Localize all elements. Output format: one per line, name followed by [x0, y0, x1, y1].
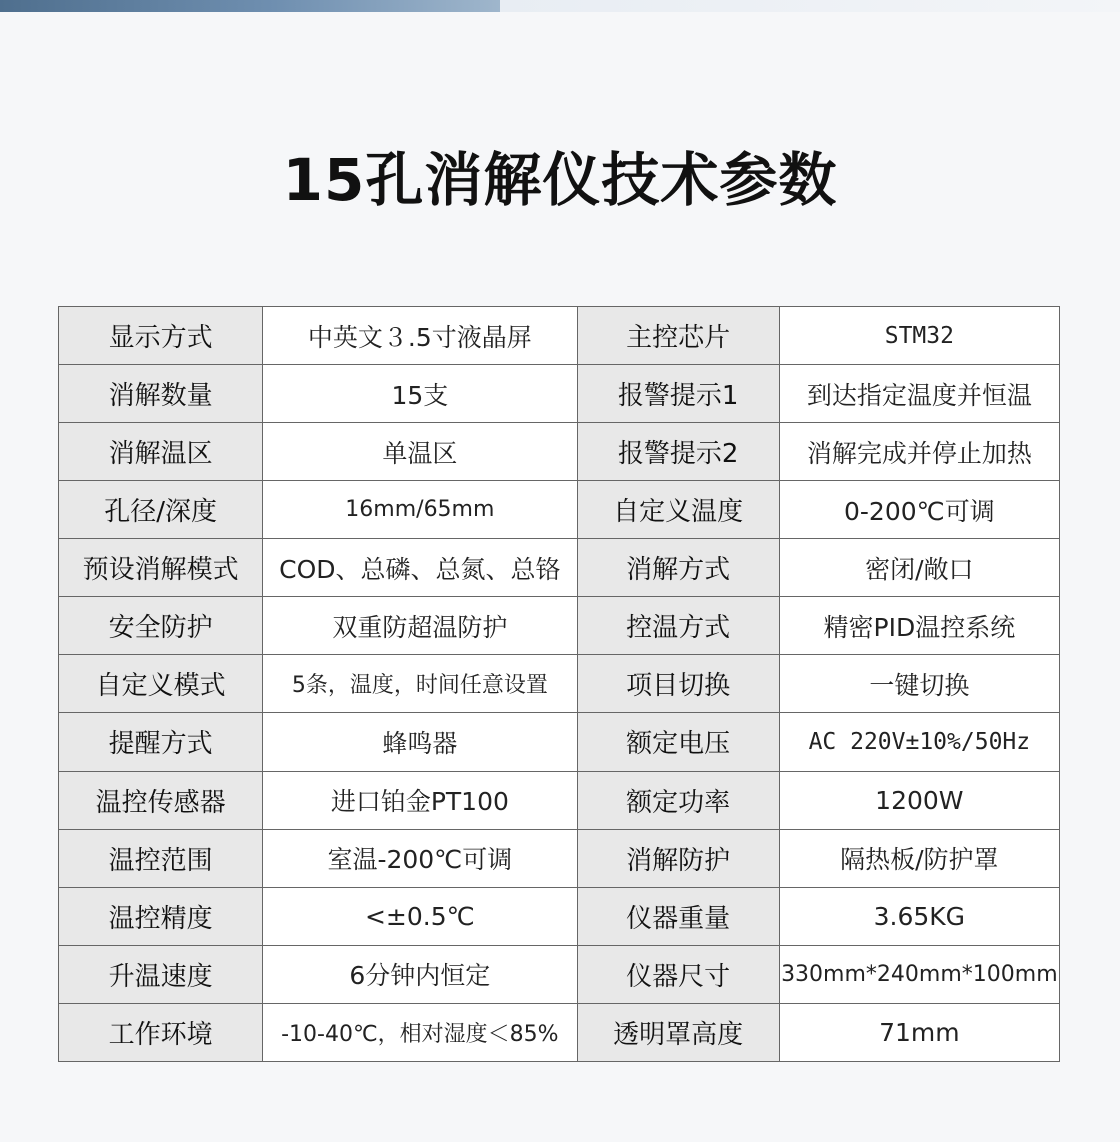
- table-row: [59, 829, 1060, 887]
- spec-value-left: 蜂鸣器: [263, 713, 577, 771]
- spec-label-right: 报警提示2: [577, 423, 779, 481]
- spec-label-right: 控温方式: [577, 597, 779, 655]
- table-row: [59, 481, 1060, 539]
- spec-value-right: 到达指定温度并恒温: [779, 365, 1059, 423]
- spec-value-left: 6分钟内恒定: [263, 945, 577, 1003]
- spec-value-left: 室温-200℃可调: [263, 829, 577, 887]
- table-row: [59, 771, 1060, 829]
- spec-label-left: 升温速度: [59, 945, 263, 1003]
- spec-label-right: 额定功率: [577, 771, 779, 829]
- spec-value-left: 15支: [263, 365, 577, 423]
- table-row: [59, 945, 1060, 1003]
- spec-value-right: AC 220V±10%/50Hz: [779, 713, 1059, 771]
- spec-value-right: STM32: [779, 307, 1059, 365]
- spec-value-right: 密闭/敞口: [779, 539, 1059, 597]
- spec-value-right: 消解完成并停止加热: [779, 423, 1059, 481]
- spec-value-left: 双重防超温防护: [263, 597, 577, 655]
- table-row: [59, 307, 1060, 365]
- spec-value-left: -10-40℃，相对湿度＜85%: [263, 1003, 577, 1061]
- spec-value-right: 隔热板/防护罩: [779, 829, 1059, 887]
- table-row: [59, 365, 1060, 423]
- spec-label-left: 自定义模式: [59, 655, 263, 713]
- top-decorative-band-light: [500, 0, 1120, 12]
- spec-label-left: 温控范围: [59, 829, 263, 887]
- spec-label-right: 透明罩高度: [577, 1003, 779, 1061]
- specification-table: [58, 306, 1060, 1062]
- spec-label-left: 安全防护: [59, 597, 263, 655]
- spec-label-left: 预设消解模式: [59, 539, 263, 597]
- top-decorative-band: [0, 0, 500, 12]
- spec-value-left: COD、总磷、总氮、总铬: [263, 539, 577, 597]
- spec-value-left: 16mm/65mm: [263, 481, 577, 539]
- spec-label-right: 仪器重量: [577, 887, 779, 945]
- spec-value-right: 精密PID温控系统: [779, 597, 1059, 655]
- spec-label-left: 温控精度: [59, 887, 263, 945]
- spec-label-left: 提醒方式: [59, 713, 263, 771]
- spec-label-right: 消解方式: [577, 539, 779, 597]
- spec-value-right: 0-200℃可调: [779, 481, 1059, 539]
- table-row: [59, 539, 1060, 597]
- spec-value-right: 71mm: [779, 1003, 1059, 1061]
- table-row: [59, 887, 1060, 945]
- spec-label-left: 消解温区: [59, 423, 263, 481]
- table-row: [59, 597, 1060, 655]
- spec-value-left: 进口铂金PT100: [263, 771, 577, 829]
- spec-label-left: 孔径/深度: [59, 481, 263, 539]
- spec-value-right: 3.65KG: [779, 887, 1059, 945]
- spec-label-right: 仪器尺寸: [577, 945, 779, 1003]
- spec-label-left: 显示方式: [59, 307, 263, 365]
- spec-label-left: 温控传感器: [59, 771, 263, 829]
- spec-label-left: 消解数量: [59, 365, 263, 423]
- spec-value-right: 1200W: [779, 771, 1059, 829]
- table-row: [59, 1003, 1060, 1061]
- spec-label-right: 报警提示1: [577, 365, 779, 423]
- spec-label-right: 主控芯片: [577, 307, 779, 365]
- table-row: [59, 655, 1060, 713]
- spec-label-right: 消解防护: [577, 829, 779, 887]
- spec-label-right: 额定电压: [577, 713, 779, 771]
- table-row: [59, 423, 1060, 481]
- spec-value-right: 330mm*240mm*100mm: [779, 945, 1059, 1003]
- spec-value-left: <±0.5℃: [263, 887, 577, 945]
- spec-label-right: 项目切换: [577, 655, 779, 713]
- spec-value-left: 单温区: [263, 423, 577, 481]
- page-title: 15孔消解仪技术参数: [282, 146, 838, 214]
- spec-label-right: 自定义温度: [577, 481, 779, 539]
- spec-value-left: 中英文３.5寸液晶屏: [263, 307, 577, 365]
- table-row: [59, 713, 1060, 771]
- spec-value-left: 5条，温度，时间任意设置: [263, 655, 577, 713]
- spec-label-left: 工作环境: [59, 1003, 263, 1061]
- spec-value-right: 一键切换: [779, 655, 1059, 713]
